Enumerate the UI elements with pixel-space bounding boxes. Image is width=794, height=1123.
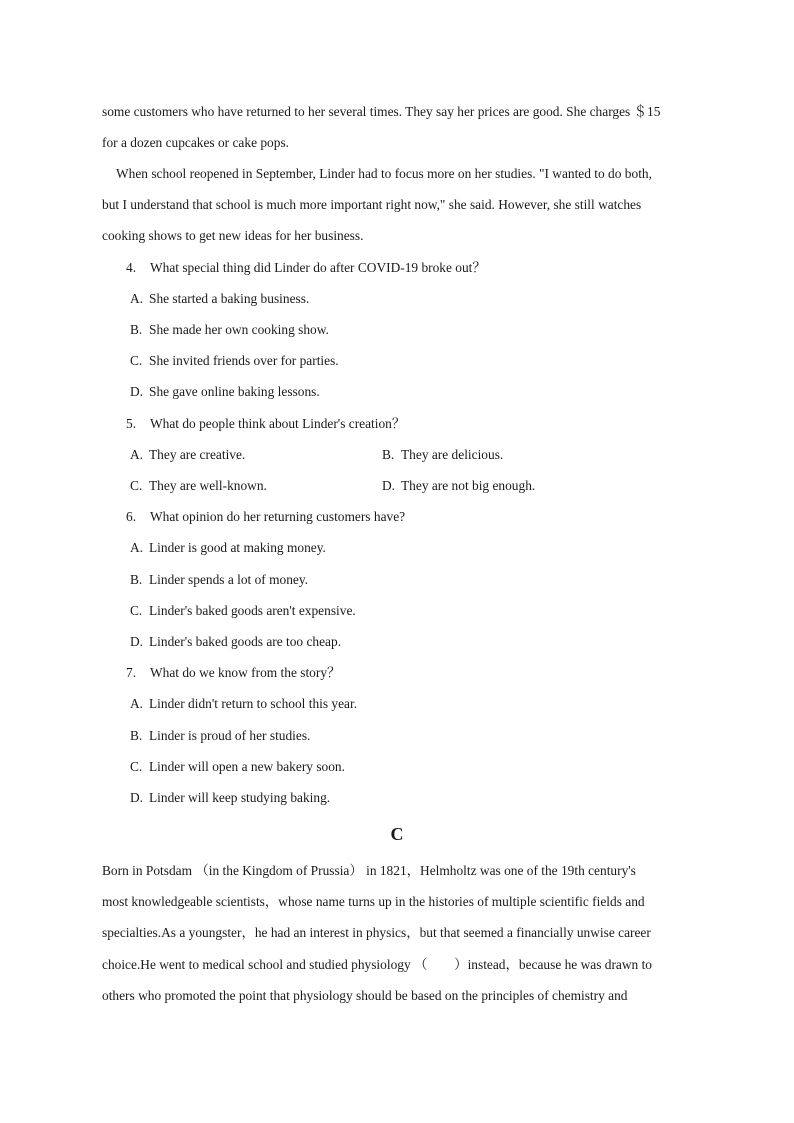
passage-b-line-2: for a dozen cupcakes or cake pops. — [102, 135, 290, 150]
question-4 — [126, 260, 486, 276]
section-c-heading: C — [390, 824, 404, 844]
option-4d[interactable] — [130, 384, 320, 400]
passage-c-line-3: specialties.As a youngster，he had an interest in physics，but that seemed a financially unwise career — [102, 925, 651, 940]
question-5 — [126, 416, 405, 432]
option-label: D. — [130, 790, 144, 805]
question-number: 4. — [126, 260, 137, 275]
passage-c-line-1: Born in Potsdam （in the Kingdom of Prussia） in 1821，Helmholtz was one of the 19th century's — [102, 863, 636, 878]
option-7c[interactable] — [130, 759, 345, 775]
option-text: Linder spends a lot of money. — [149, 572, 309, 587]
option-text: Linder didn't return to school this year. — [149, 696, 358, 711]
option-label: C. — [130, 603, 143, 618]
question-6 — [126, 509, 405, 525]
option-label: A. — [130, 696, 144, 711]
option-6b[interactable] — [130, 572, 308, 588]
option-7d[interactable] — [130, 790, 330, 806]
option-text: Linder's baked goods aren't expensive. — [149, 603, 356, 618]
question-number: 7. — [126, 665, 137, 680]
option-text: They are well-known. — [149, 478, 267, 493]
option-text: Linder will open a new bakery soon. — [149, 759, 345, 774]
passage-c-line-5: others who promoted the point that physiology should be based on the principles of chemistry and — [102, 988, 628, 1003]
option-5b[interactable] — [382, 447, 503, 463]
passage-c-line-4: choice.He went to medical school and studied physiology （ ）instead，because he was drawn to — [102, 957, 652, 972]
passage-c-line-2: most knowledgeable scientists，whose name turns up in the histories of multiple scientific fields and — [102, 894, 645, 909]
option-label: A. — [130, 291, 144, 306]
question-text: What do we know from the story？ — [150, 665, 341, 680]
question-text: What do people think about Linder's creation？ — [150, 416, 406, 431]
option-text: They are not big enough. — [401, 478, 536, 493]
option-text: She started a baking business. — [149, 291, 310, 306]
passage-b-line-3: When school reopened in September, Linder had to focus more on her studies. "I wanted to do both, — [116, 166, 652, 181]
option-4c[interactable] — [130, 353, 339, 369]
option-5c[interactable] — [130, 478, 267, 494]
option-label: B. — [382, 447, 395, 462]
question-text: What opinion do her returning customers have? — [150, 509, 406, 524]
option-label: C. — [130, 353, 143, 368]
question-7 — [126, 665, 340, 681]
option-5a[interactable] — [130, 447, 245, 463]
option-text: They are delicious. — [401, 447, 504, 462]
option-text: She gave online baking lessons. — [149, 384, 320, 399]
question-number: 6. — [126, 509, 137, 524]
passage-b-line-1: some customers who have returned to her several times. They say her prices are good. She charges ＄15 — [102, 104, 661, 119]
option-text: She invited friends over for parties. — [149, 353, 339, 368]
option-6d[interactable] — [130, 634, 341, 650]
option-text: Linder's baked goods are too cheap. — [149, 634, 342, 649]
option-label: D. — [130, 384, 144, 399]
option-7b[interactable] — [130, 728, 310, 744]
option-6a[interactable] — [130, 540, 326, 556]
question-text: What special thing did Linder do after COVID-19 broke out？ — [150, 260, 486, 275]
option-text: Linder will keep studying baking. — [149, 790, 331, 805]
option-4a[interactable] — [130, 291, 309, 307]
option-label: A. — [130, 540, 144, 555]
option-5d[interactable] — [382, 478, 535, 494]
passage-b-line-5: cooking shows to get new ideas for her business. — [102, 228, 364, 243]
option-text: Linder is proud of her studies. — [149, 728, 311, 743]
option-label: B. — [130, 728, 143, 743]
option-6c[interactable] — [130, 603, 356, 619]
option-label: D. — [130, 634, 144, 649]
passage-b-line-4: but I understand that school is much more important right now," she said. However, she still watches — [102, 197, 642, 212]
option-label: A. — [130, 447, 144, 462]
option-label: D. — [382, 478, 396, 493]
question-number: 5. — [126, 416, 137, 431]
option-label: B. — [130, 572, 143, 587]
option-text: Linder is good at making money. — [149, 540, 326, 555]
option-label: C. — [130, 478, 143, 493]
option-text: They are creative. — [149, 447, 246, 462]
option-label: C. — [130, 759, 143, 774]
option-text: She made her own cooking show. — [149, 322, 329, 337]
option-4b[interactable] — [130, 322, 329, 338]
option-7a[interactable] — [130, 696, 357, 712]
option-label: B. — [130, 322, 143, 337]
